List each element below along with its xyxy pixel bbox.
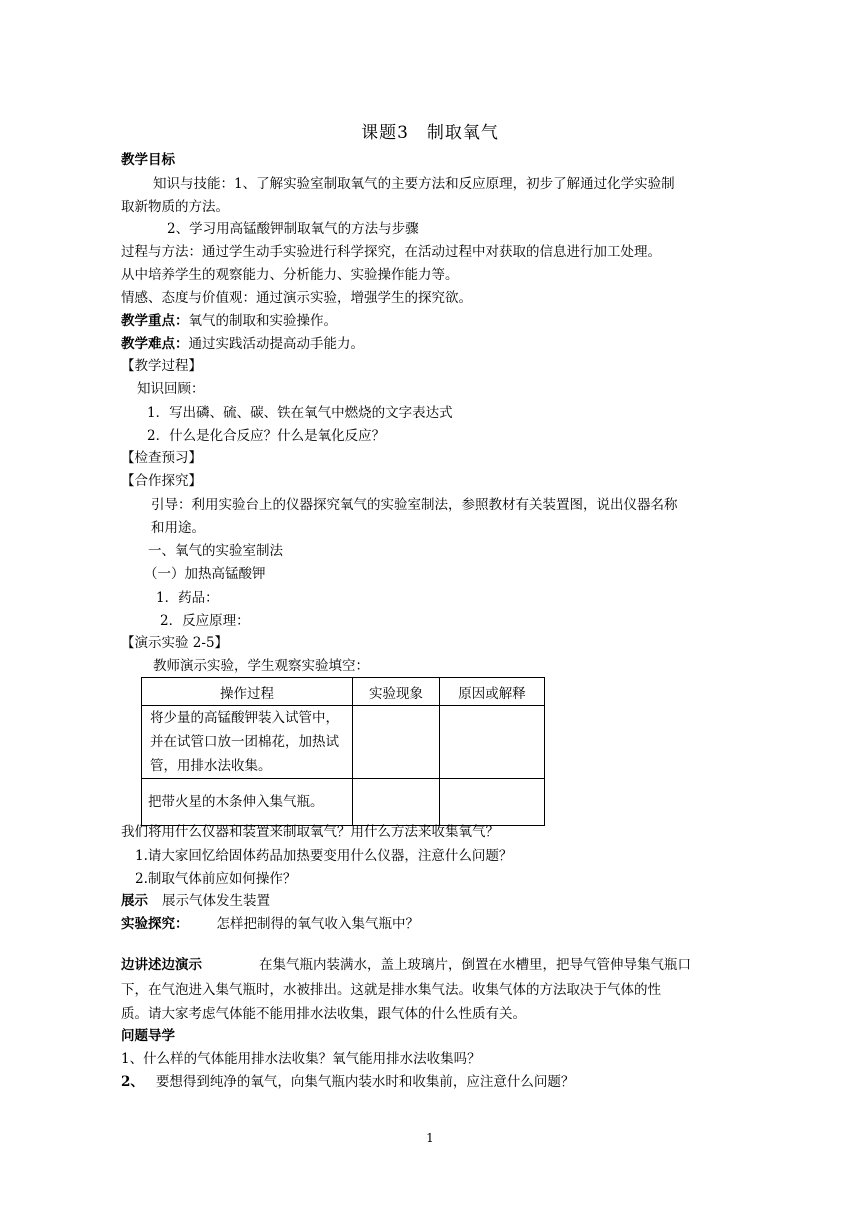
page-number: 1: [426, 1131, 434, 1145]
show-label: 展示: [121, 893, 148, 909]
key-point-label: 教学重点：: [121, 313, 189, 329]
table-cell: [353, 706, 440, 779]
explore-line: [121, 914, 419, 934]
question-main: 我们将用什么仪器和装置来制取氧气？用什么方法来收集氧气？: [121, 824, 499, 840]
guide-line-cont: 和用途。: [151, 520, 205, 536]
goal-knowledge-line-cont: 取新物质的方法。: [121, 199, 229, 215]
section-heading-goals: 教学目标: [121, 152, 175, 168]
principle-line: 2．反应原理：: [160, 613, 250, 629]
goal-process-line: 过程与方法：通过学生动手实验进行科学探究，在活动过程中对获取的信息进行加工处理。: [121, 244, 661, 260]
subsection-heating: （一）加热高锰酸钾: [144, 566, 266, 582]
goal-process-line-cont: 从中培养学生的观察能力、分析能力、实验操作能力等。: [121, 267, 459, 283]
goal-skill-line: 2、学习用高锰酸钾制取氧气的方法与步骤: [167, 221, 419, 237]
difficulty-label: 教学难点：: [121, 336, 189, 352]
guide-question-2-number: 2、: [121, 1074, 144, 1090]
review-heading: 知识回顾：: [137, 381, 205, 397]
question-2: 2.制取气体前应如何操作？: [135, 871, 297, 887]
table-cell: [353, 779, 440, 826]
section-heading-process: 【教学过程】: [121, 358, 202, 374]
header-reason: 原因或解释: [440, 678, 545, 706]
talk-line-cont: 下，在气泡进入集气瓶时，水被排出。这就是排水集气法。收集气体的方法取决于气体的性: [121, 982, 661, 998]
section-heading-guide: 问题导学: [121, 1028, 175, 1044]
talk-label: 边讲述边演示: [121, 957, 202, 973]
talk-line: 在集气瓶内装满水，盖上玻璃片，倒置在水槽里，把导气管伸导集气瓶口: [259, 957, 691, 973]
key-point-line: [121, 311, 337, 331]
section-heading-preview: 【检查预习】: [121, 450, 202, 466]
subsection-lab-method: 一、氧气的实验室制法: [148, 543, 283, 559]
table-cell: [142, 706, 353, 779]
show-line: [121, 891, 270, 911]
cell-text: 将少量的高锰酸钾装入试管中，并在试管口放一团棉花，加热试管，用排水法收集。: [150, 710, 339, 774]
guide-question-2: [121, 1072, 574, 1092]
table-row: [142, 706, 545, 779]
question-1: 1.请大家回忆给固体药品加热要变用什么仪器，注意什么问题？: [135, 848, 513, 864]
section-heading-demo: 【演示实验 2-5】: [121, 635, 229, 651]
guide-question-1: 1、什么样的气体能用排水法收集？氧气能用排水法收集吗？: [121, 1051, 481, 1067]
section-heading-coop: 【合作探究】: [121, 473, 202, 489]
show-text: 展示气体发生装置: [162, 893, 270, 909]
demo-intro: 教师演示实验，学生观察实验填空：: [153, 658, 369, 674]
explore-text: 怎样把制得的氧气收入集气瓶中？: [216, 916, 419, 932]
guide-line: 引导：利用实验台上的仪器探究氧气的实验室制法，参照教材有关装置图，说出仪器名称: [151, 497, 678, 513]
review-item-2: 2．什么是化合反应？什么是氧化反应？: [147, 428, 386, 444]
table-cell: [440, 706, 545, 779]
difficulty-line: [121, 334, 364, 354]
table-row: [142, 779, 545, 826]
explore-label: 实验探究：: [121, 916, 189, 932]
header-phenomenon: 实验现象: [353, 678, 440, 706]
header-operation: 操作过程: [142, 678, 353, 706]
review-item-1: 1．写出磷、硫、碳、铁在氧气中燃烧的文字表达式: [147, 405, 453, 421]
talk-line-cont: 质。请大家考虑气体能不能用排水法收集，跟气体的什么性质有关。: [121, 1006, 526, 1022]
page-title: 课题3 制取氧气: [361, 123, 499, 143]
table-header-row: [142, 678, 545, 706]
experiment-table: [141, 677, 545, 826]
difficulty-text: 通过实践活动提高动手能力。: [188, 336, 364, 352]
guide-question-2-text: 要想得到纯净的氧气，向集气瓶内装水时和收集前，应注意什么问题？: [155, 1074, 575, 1090]
table-cell: [142, 779, 353, 826]
goal-knowledge-line: 知识与技能：1、了解实验室制取氧气的主要方法和反应原理，初步了解通过化学实验制: [153, 176, 675, 192]
table-cell: [440, 779, 545, 826]
goal-emotion-line: 情感、态度与价值观：通过演示实验，增强学生的探究欲。: [121, 290, 472, 306]
drugs-line: 1．药品：: [156, 590, 219, 606]
key-point-text: 氧气的制取和实验操作。: [188, 313, 337, 329]
cell-text: 把带火星的木条伸入集气瓶。: [148, 794, 324, 810]
